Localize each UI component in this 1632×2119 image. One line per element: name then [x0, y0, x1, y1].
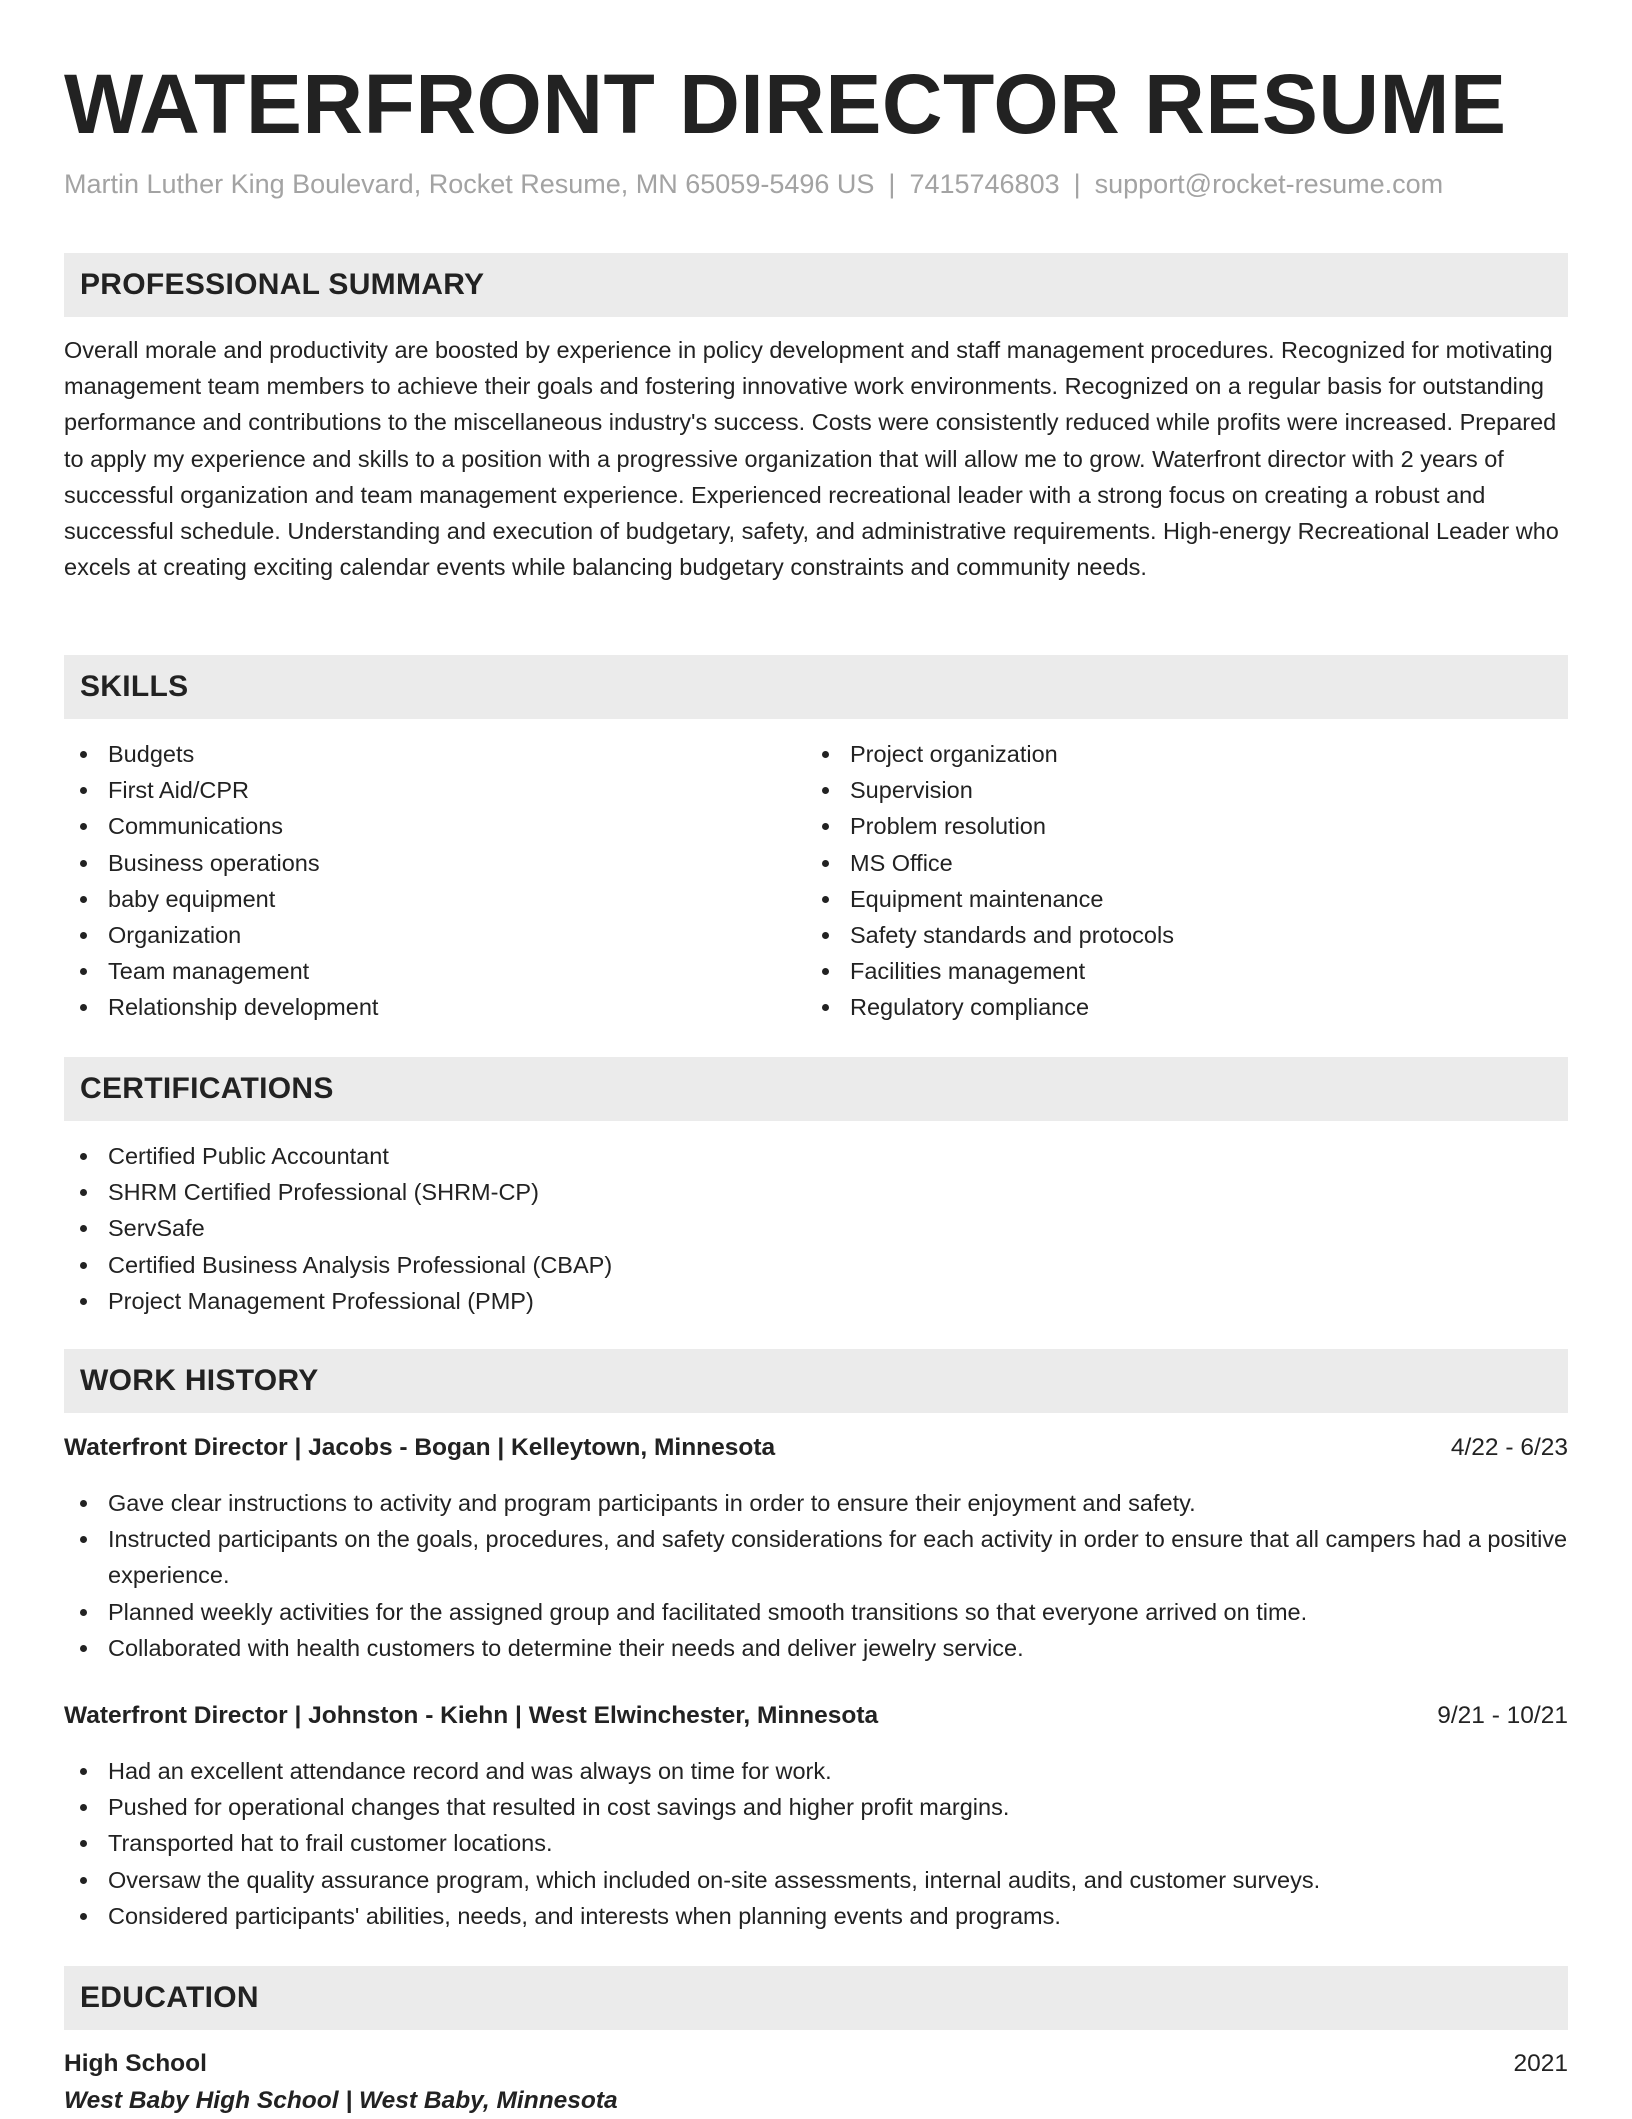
skill-item: Facilities management — [806, 953, 1546, 989]
job-bullet: Gave clear instructions to activity and program participants in order to ensure their enjoyment and safety. — [64, 1485, 1568, 1521]
job-bullet: Oversaw the quality assurance program, which included on-site assessments, internal audits, and customer surveys. — [64, 1862, 1568, 1898]
skill-item: Budgets — [64, 736, 804, 772]
job-dates: 4/22 - 6/23 — [1450, 1434, 1568, 1461]
section-header-certifications: CERTIFICATIONS — [64, 1057, 1568, 1121]
contact-line — [64, 166, 1443, 202]
skill-item: MS Office — [806, 845, 1546, 881]
skill-item: Equipment maintenance — [806, 881, 1546, 917]
skill-item: Team management — [64, 953, 804, 989]
job-bullet: Pushed for operational changes that resulted in cost savings and higher profit margins. — [64, 1789, 1568, 1825]
section-header-education: EDUCATION — [64, 1966, 1568, 2030]
job-bullet: Considered participants' abilities, needs, and interests when planning events and programs. — [64, 1898, 1568, 1934]
skill-item: Project organization — [806, 736, 1546, 772]
skill-item: First Aid/CPR — [64, 772, 804, 808]
skill-item: Regulatory compliance — [806, 989, 1546, 1025]
skill-item: Safety standards and protocols — [806, 917, 1546, 953]
skill-item: baby equipment — [64, 881, 804, 917]
contact-email: support@rocket-resume.com — [1094, 169, 1444, 199]
contact-address: Martin Luther King Boulevard, Rocket Resume, MN 65059-5496 US — [64, 169, 875, 199]
certification-item: Project Management Professional (PMP) — [64, 1283, 1568, 1319]
section-header-work-history: WORK HISTORY — [64, 1349, 1568, 1413]
skill-item: Communications — [64, 808, 804, 844]
education-school: West Baby High School | West Baby, Minnesota — [64, 2087, 618, 2114]
skill-item: Problem resolution — [806, 808, 1546, 844]
job-bullets — [64, 1485, 1568, 1666]
job-bullet: Instructed participants on the goals, procedures, and safety considerations for each activity in order to ensure that all campers had a positive experience. — [64, 1521, 1568, 1593]
certification-item: Certified Business Analysis Professional (CBAP) — [64, 1247, 1568, 1283]
contact-phone: 7415746803 — [909, 169, 1060, 199]
skills-list-right — [806, 736, 1546, 1026]
certification-item: Certified Public Accountant — [64, 1138, 1568, 1174]
job-title: Waterfront Director | Johnston - Kiehn | West Elwinchester, Minnesota — [64, 1702, 879, 1729]
job-bullet: Transported hat to frail customer locations. — [64, 1825, 1568, 1861]
job-bullet: Collaborated with health customers to determine their needs and deliver jewelry service. — [64, 1630, 1568, 1666]
section-header-skills: SKILLS — [64, 655, 1568, 719]
education-year: 2021 — [1513, 2050, 1568, 2077]
job-dates: 9/21 - 10/21 — [1437, 1702, 1568, 1729]
certification-item: SHRM Certified Professional (SHRM-CP) — [64, 1174, 1568, 1210]
job-bullet: Planned weekly activities for the assigned group and facilitated smooth transitions so that everyone arrived on time. — [64, 1594, 1568, 1630]
job-bullets — [64, 1753, 1568, 1934]
skills-list-left — [64, 736, 804, 1026]
contact-separator: | — [1073, 169, 1081, 199]
certification-item: ServSafe — [64, 1210, 1568, 1246]
job-header — [64, 1430, 1568, 1466]
section-header-summary: PROFESSIONAL SUMMARY — [64, 253, 1568, 317]
skill-item: Business operations — [64, 845, 804, 881]
skill-item: Organization — [64, 917, 804, 953]
certifications-list — [64, 1138, 1568, 1319]
job-bullet: Had an excellent attendance record and was always on time for work. — [64, 1753, 1568, 1789]
skill-item: Relationship development — [64, 989, 804, 1025]
resume-title: WATERFRONT DIRECTOR RESUME — [64, 57, 1507, 151]
job-header — [64, 1698, 1568, 1734]
summary-text: Overall morale and productivity are boosted by experience in policy development and staff management procedures. Recognized for motivating management team members to achieve their goals and fostering innovative work environments. Recognized on a regular basis for outstanding performance and contributions to the miscellaneous industry's success. Costs were consistently reduced while profits were increased. Prepared to apply my experience and skills to a position with a progressive organization that will allow me to grow. Waterfront director with 2 years of successful organization and team management experience. Experienced recreational leader with a strong focus on creating a robust and successful schedule. Understanding and execution of budgetary, safety, and administrative requirements. High-energy Recreational Leader who excels at creating exciting calendar events while balancing budgetary constraints and community needs. — [64, 337, 1559, 581]
job-title: Waterfront Director | Jacobs - Bogan | Kelleytown, Minnesota — [64, 1434, 776, 1461]
education-header — [64, 2046, 1568, 2082]
skill-item: Supervision — [806, 772, 1546, 808]
education-degree: High School — [64, 2050, 207, 2077]
contact-separator: | — [888, 169, 896, 199]
